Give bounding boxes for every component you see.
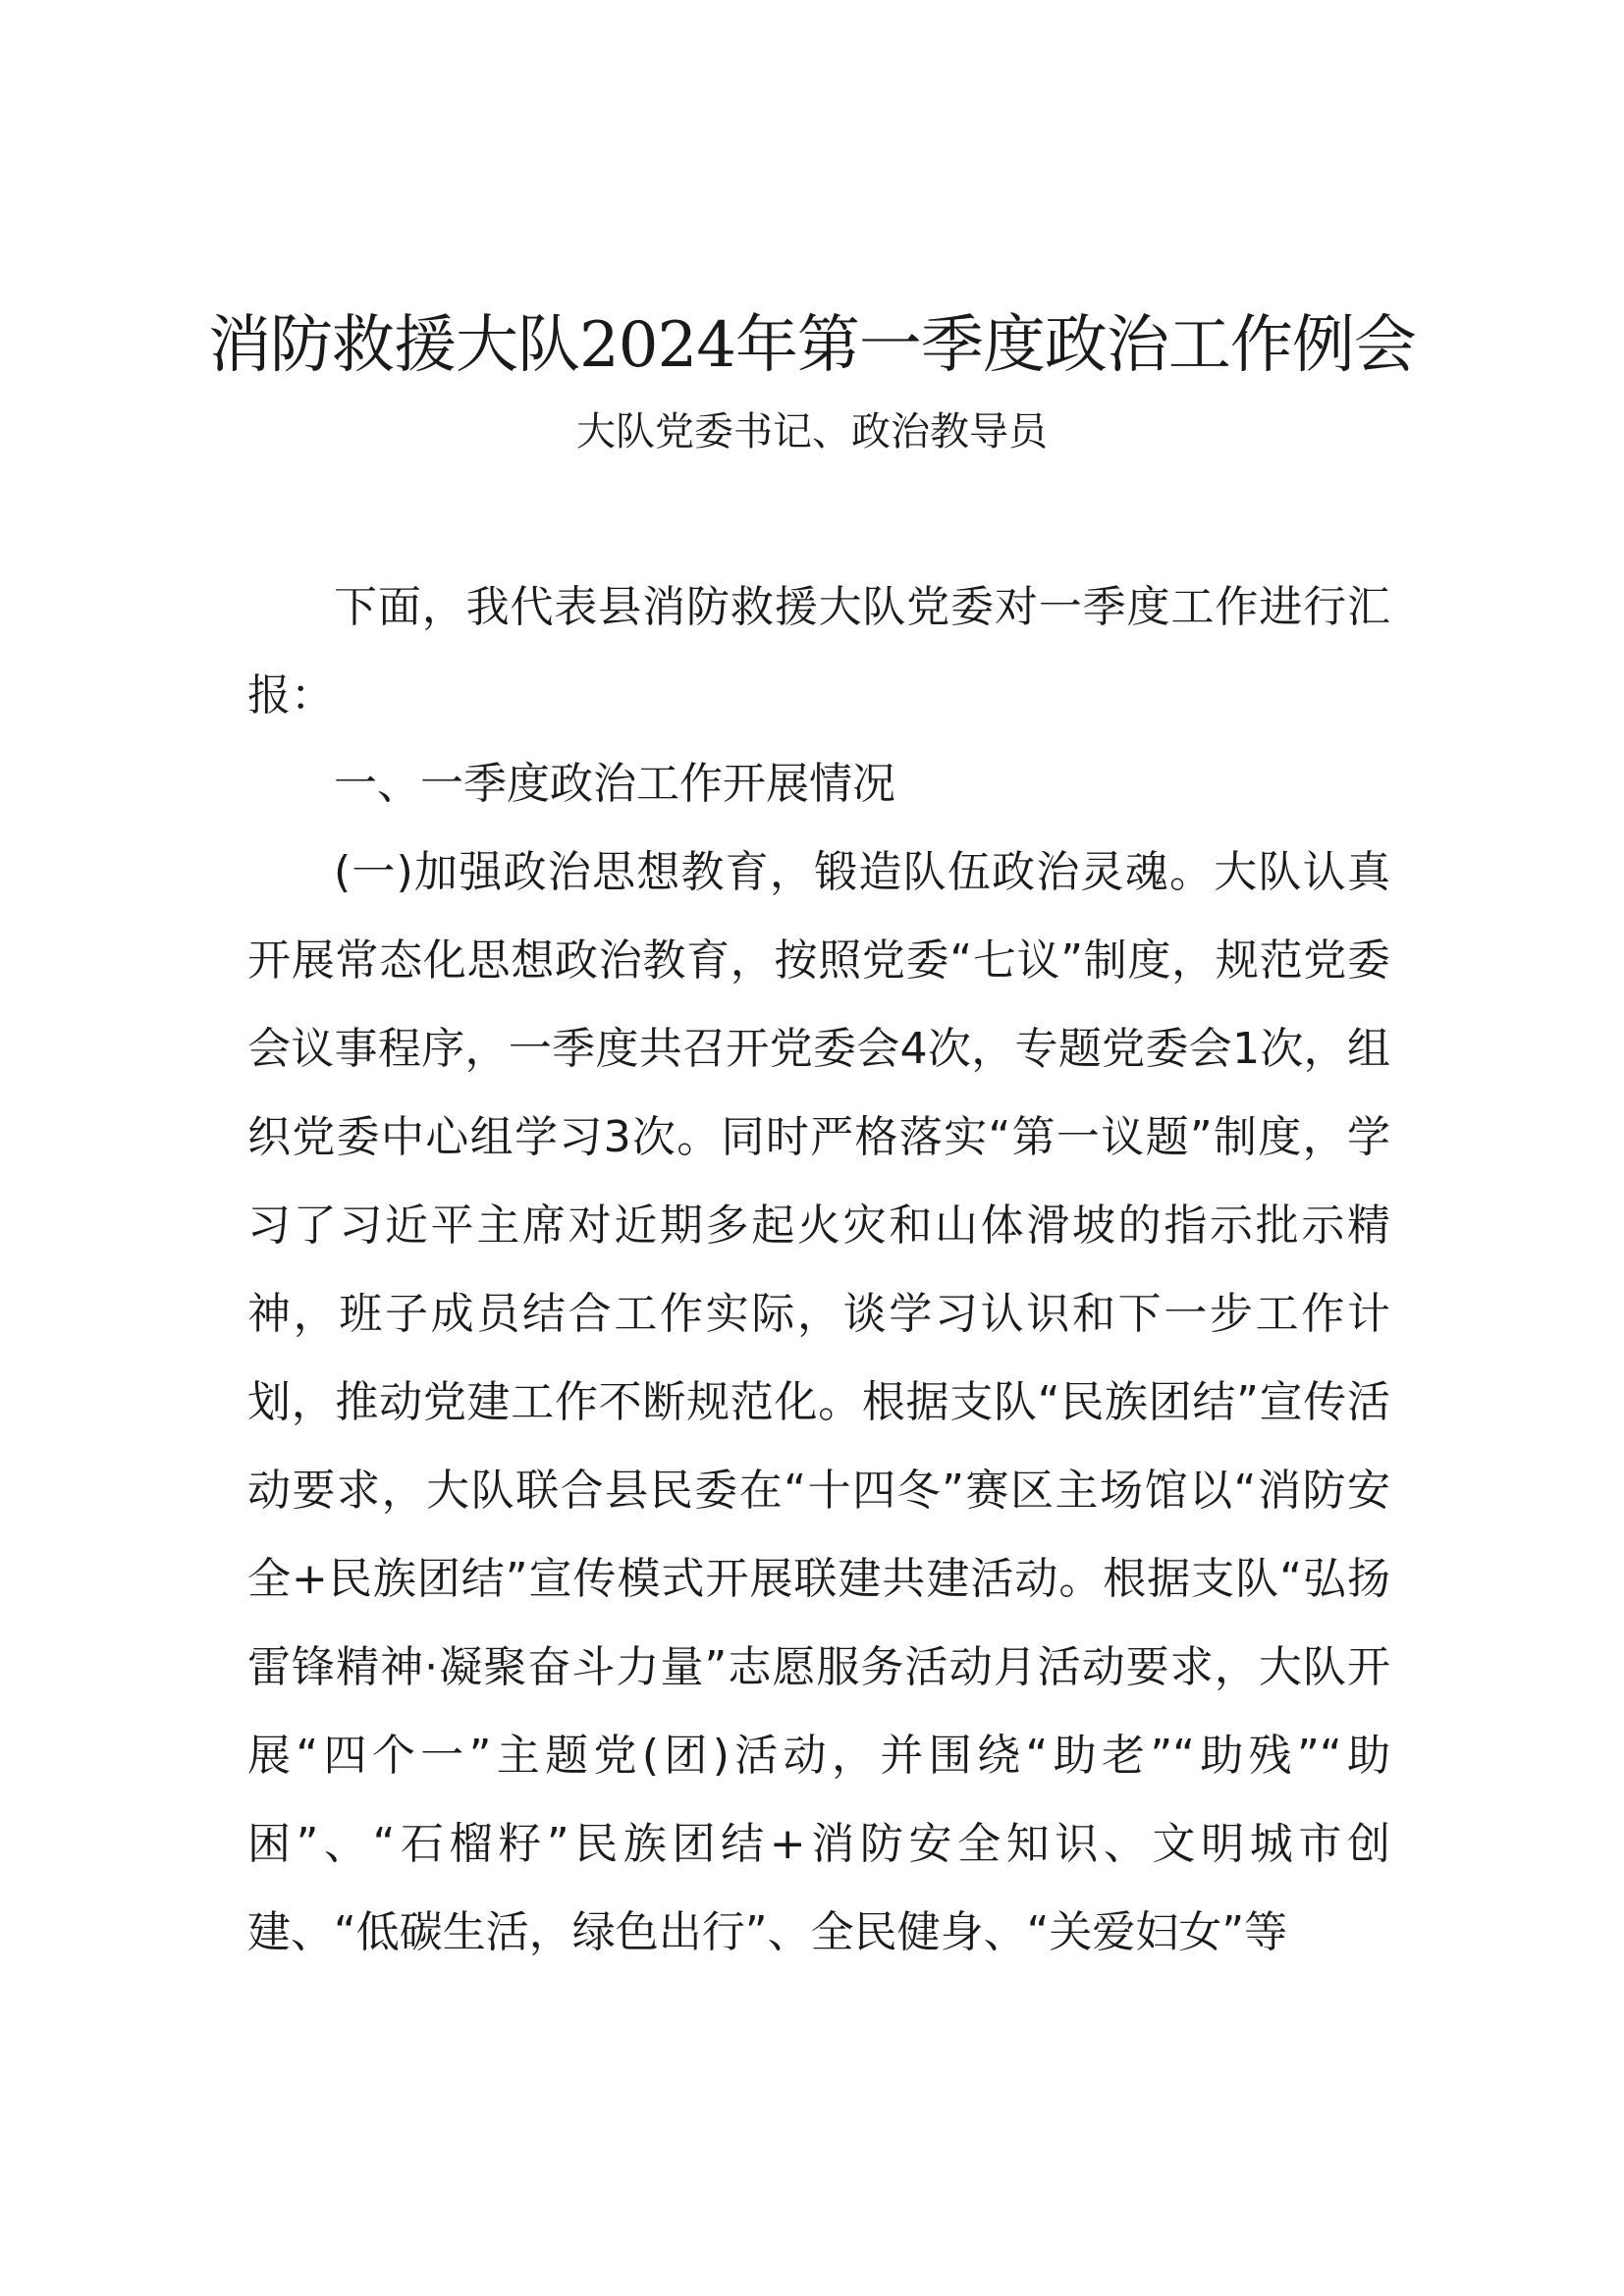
document-body [247, 563, 1390, 1977]
paragraph-section-1: (一)加强政治思想教育，锻造队伍政治灵魂。大队认真开展常态化思想政治教育，按照党委“七议”制度，规范党委会议事程序，一季度共召开党委会4次，专题党委会1次，组织党委中心组学习3次。同时严格落实“第一议题”制度，学习了习近平主席对近期多起火灾和山体滑坡的指示批示精神，班子成员结合工作实际，谈学习认识和下一步工作计划，推动党建工作不断规范化。根据支队“民族团结”宣传活动要求，大队联合县民委在“十四冬”赛区主场馆以“消防安全+民族团结”宣传模式开展联建共建活动。根据支队“弘扬雷锋精神·凝聚奋斗力量”志愿服务活动月活动要求，大队开展“四个一”主题党(团)活动，并围绕“助老”“助残”“助困”、“石榴籽”民族团结+消防安全知识、文明城市创建、“低碳生活，绿色出行”、全民健身、“关爱妇女”等 [247, 847, 1390, 1957]
paragraph-intro: 下面，我代表县消防救援大队党委对一季度工作进行汇报： [247, 582, 1390, 721]
document-title: 消防救援大队2024年第一季度政治工作例会 [208, 309, 1416, 382]
document-subtitle: 大队党委书记、政治教导员 [576, 409, 1048, 454]
section-heading: 一、一季度政治工作开展情况 [334, 759, 895, 809]
